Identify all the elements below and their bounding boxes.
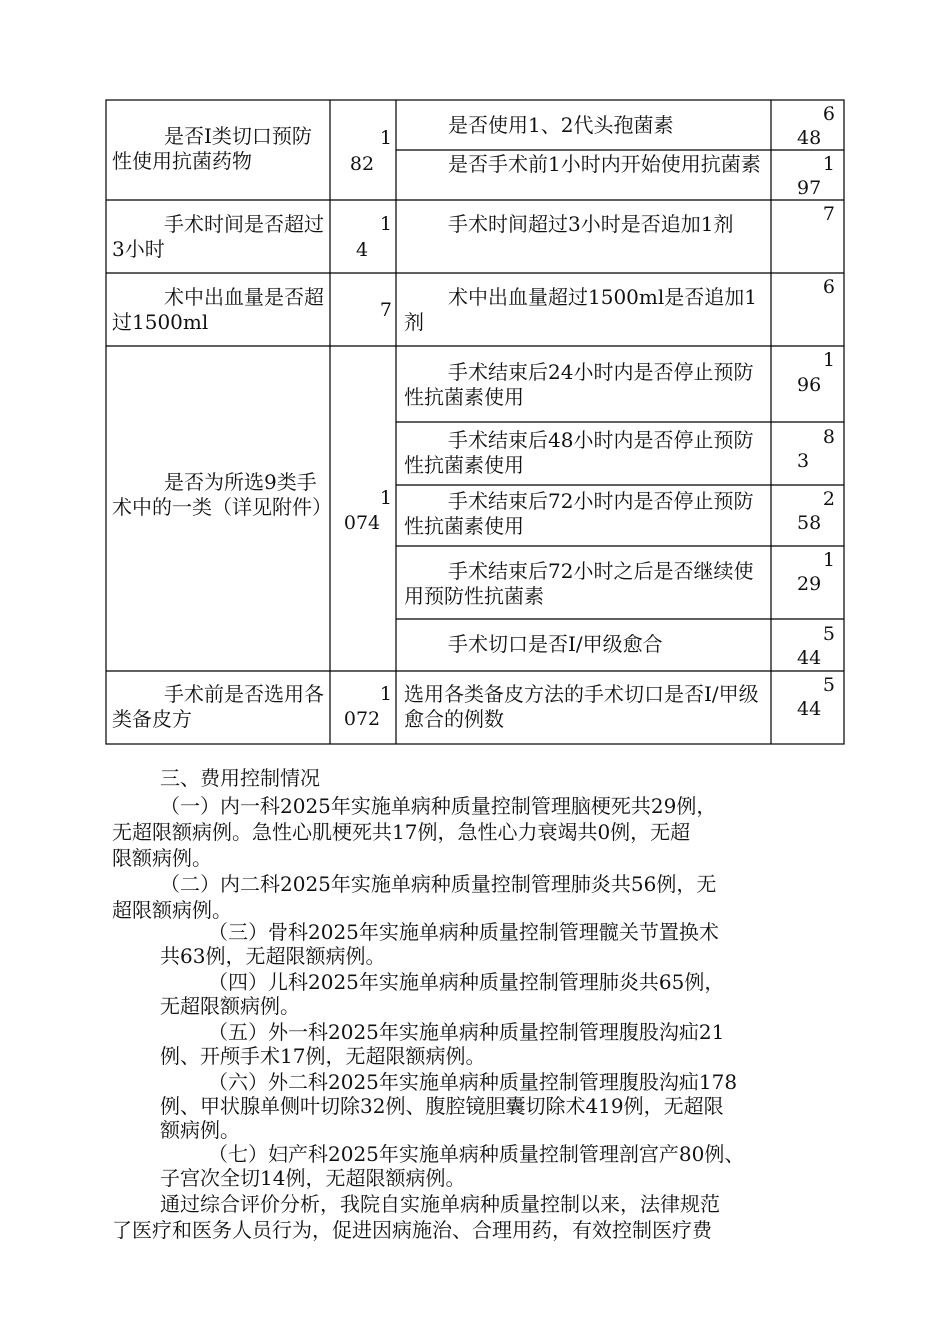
table-value-line1: 5 [822, 674, 835, 696]
summary-line: 通过综合评价分析，我院自实施单病种质量控制以来，法律规范 [160, 1192, 720, 1216]
table-value-line1: 6 [822, 103, 835, 125]
table-item-cell: 手术结束后24小时内是否停止预防性抗菌素使用 [404, 360, 754, 409]
paragraph-line: （六）外二科2025年实施单病种质量控制管理腹股沟疝178 [208, 1070, 738, 1094]
paragraph-line: 无超限额病例。 [160, 994, 300, 1018]
table-value-line2: 3 [797, 450, 810, 472]
paragraph-line: 超限额病例。 [112, 898, 232, 922]
paragraph-line: 无超限额病例。急性心肌梗死共17例，急性心力衰竭共0例，无超 [112, 820, 691, 844]
table-count-line2: 074 [343, 512, 381, 534]
table-item-cell: 手术结束后72小时内是否停止预防性抗菌素使用 [404, 489, 754, 538]
table-count-line1: 7 [379, 299, 392, 321]
table-value-line1: 5 [822, 623, 835, 645]
table-condition-cell: 是否为所选9类手术中的一类（详见附件） [112, 470, 332, 519]
paragraph-line: （一）内一科2025年实施单病种质量控制管理脑梗死共29例， [160, 794, 717, 818]
table-value-line1: 2 [822, 488, 835, 510]
table-item-cell: 选用各类备皮方法的手术切口是否Ⅰ/甲级愈合的例数 [404, 682, 759, 731]
table-item-cell: 手术结束后48小时内是否停止预防性抗菌素使用 [404, 428, 754, 477]
table-value-line1: 6 [822, 276, 835, 298]
table-condition-cell: 术中出血量是否超过1500ml [112, 285, 324, 334]
paragraph-line: 例、甲状腺单侧叶切除32例、腹腔镜胆囊切除术419例，无超限 [160, 1094, 724, 1118]
paragraph-line: （二）内二科2025年实施单病种质量控制管理肺炎共56例，无 [160, 872, 717, 896]
paragraph-line: 例、开颅手术17例，无超限额病例。 [160, 1044, 486, 1068]
table-item-cell: 手术时间超过3小时是否追加1剂 [448, 212, 734, 236]
section-heading: 三、费用控制情况 [160, 766, 320, 790]
table-item-cell: 是否使用1、2代头孢菌素 [448, 113, 674, 137]
table-count-line1: 1 [379, 683, 392, 705]
table-value-line1: 1 [822, 153, 835, 175]
paragraph-line: 额病例。 [160, 1118, 240, 1142]
table-item-cell: 术中出血量超过1500ml是否追加1剂 [404, 285, 757, 334]
paragraph-line: 子宫次全切14例，无超限额病例。 [160, 1166, 466, 1190]
summary-line: 了医疗和医务人员行为，促进因病施治、合理用药，有效控制医疗费 [112, 1218, 712, 1242]
paragraph-line: （三）骨科2025年实施单病种质量控制管理髋关节置换术 [208, 920, 719, 944]
paragraph-line: （五）外一科2025年实施单病种质量控制管理腹股沟疝21 [208, 1020, 725, 1044]
table-item-cell: 手术切口是否Ⅰ/甲级愈合 [448, 632, 663, 656]
paragraph-line: 共63例，无超限额病例。 [160, 944, 386, 968]
table-count-line2: 072 [343, 708, 381, 730]
table-value-line1: 1 [822, 549, 835, 571]
table-count-line1: 1 [379, 127, 392, 149]
table-value-line2: 29 [797, 573, 822, 595]
table-value-line1: 1 [822, 349, 835, 371]
table-value-line2: 44 [797, 698, 822, 720]
table-condition-cell: 是否Ⅰ类切口预防性使用抗菌药物 [112, 124, 312, 173]
table-item-cell: 手术结束后72小时之后是否继续使用预防性抗菌素 [404, 559, 754, 608]
paragraph-line: （四）儿科2025年实施单病种质量控制管理肺炎共65例， [208, 970, 725, 994]
table-value-line2: 96 [797, 374, 822, 396]
table-count-line2: 82 [349, 153, 375, 175]
table-item-cell: 是否手术前1小时内开始使用抗菌素 [448, 152, 761, 176]
table-value-line2: 97 [797, 177, 822, 199]
table-value-line2: 58 [797, 512, 822, 534]
table-value-line1: 7 [822, 203, 835, 225]
table-value-line2: 48 [797, 127, 822, 149]
table-condition-cell: 手术前是否选用各类备皮方 [112, 682, 324, 731]
table-count-line2: 4 [355, 239, 369, 261]
table-value-line1: 8 [822, 426, 835, 448]
table-count-line1: 1 [379, 487, 392, 509]
table-count-line1: 1 [379, 213, 392, 235]
table-value-line2: 44 [797, 647, 822, 669]
paragraph-line: 限额病例。 [112, 846, 212, 870]
table-condition-cell: 手术时间是否超过3小时 [112, 212, 324, 261]
paragraph-line: （七）妇产科2025年实施单病种质量控制管理剖宫产80例、 [208, 1142, 745, 1166]
